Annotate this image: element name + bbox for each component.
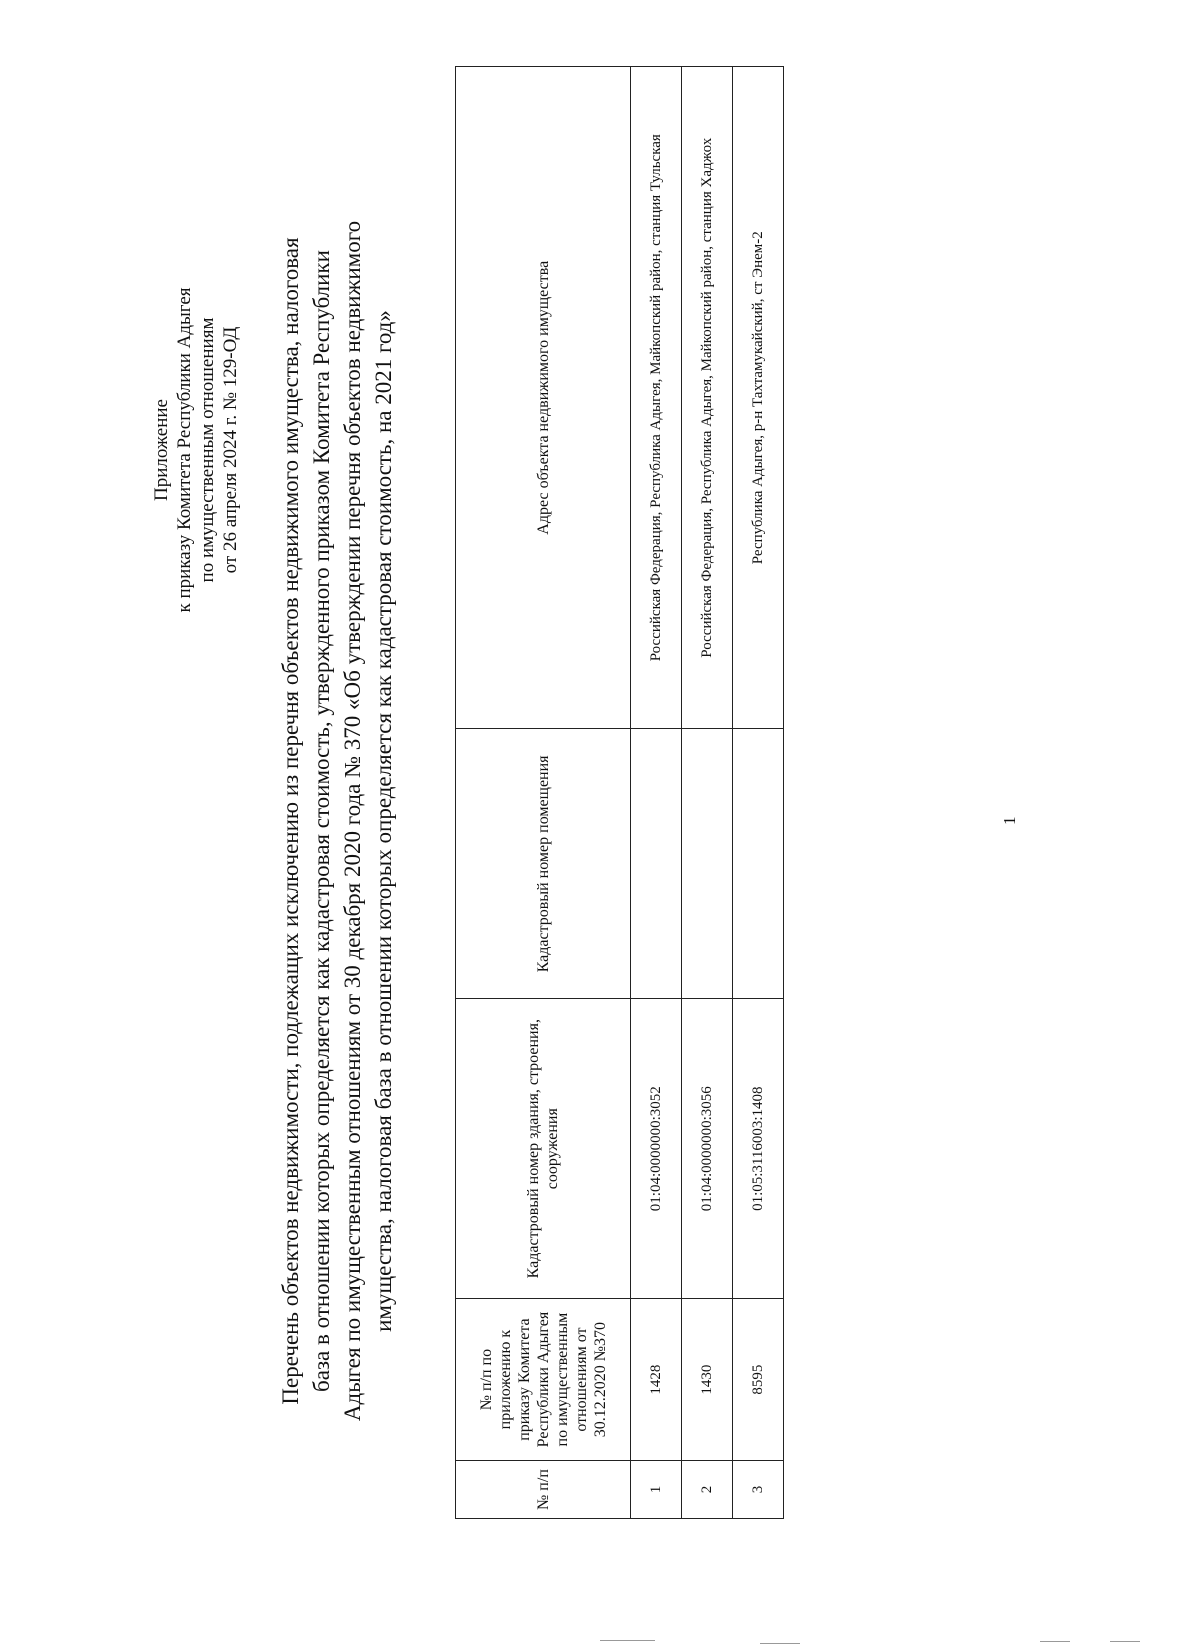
cell-row-number: 2 (682, 1461, 733, 1519)
header-row-number: № п/п (456, 1461, 631, 1519)
header-address: Адрес объекта недвижимого имущества (456, 67, 631, 729)
property-table (455, 66, 784, 1519)
cell-row-number: 3 (733, 1461, 784, 1519)
cell-address: Российская Федерация, Республика Адыгея, Майкопский район, станция Хаджох (682, 67, 733, 729)
title-line-1: Перечень объектов недвижимости, подлежащих исключению из перечня объектов недвижимого имущества, налоговая (278, 237, 303, 1405)
appendix-line-2: к приказу Комитета Республики Адыгея (174, 287, 195, 613)
cell-appendix-number: 8595 (733, 1299, 784, 1461)
cell-row-number: 1 (631, 1461, 682, 1519)
scan-speck (600, 1640, 655, 1641)
cell-building-cadastral: 01:05:3116003:1408 (733, 999, 784, 1299)
document-title (275, 206, 399, 1436)
table-row (733, 67, 784, 1519)
title-line-3: Адыгея по имущественным отношениям от 30 декабря 2020 года № 370 «Об утверждении перечня объектов недвижимого (340, 220, 365, 1422)
header-appendix-number: № п/п по приложению к приказу Комитета Республики Адыгея по имущественным отношениям от 30.12.2020 №370 (456, 1299, 631, 1461)
scan-speck (1040, 1641, 1070, 1642)
cell-building-cadastral: 01:04:0000000:3056 (682, 999, 733, 1299)
header-building-cadastral: Кадастровый номер здания, строения, сооружения (456, 999, 631, 1299)
appendix-line-1: Приложение (151, 399, 172, 501)
cell-room-cadastral (733, 729, 784, 999)
appendix-header (150, 190, 242, 710)
table-header-row (456, 67, 631, 1519)
cell-address: Республика Адыгея, р-н Тахтамукайский, ст Энем-2 (733, 67, 784, 729)
table-row (682, 67, 733, 1519)
cell-room-cadastral (631, 729, 682, 999)
cell-appendix-number: 1428 (631, 1299, 682, 1461)
header-room-cadastral: Кадастровый номер помещения (456, 729, 631, 999)
table-row (631, 67, 682, 1519)
scan-speck (760, 1643, 800, 1644)
cell-building-cadastral: 01:04:0000000:3052 (631, 999, 682, 1299)
cell-address: Российская Федерация, Республика Адыгея, Майкопский район, станция Тульская (631, 67, 682, 729)
cell-appendix-number: 1430 (682, 1299, 733, 1461)
title-line-2: база в отношении которых определяется как кадастровая стоимость, утвержденного приказом Комитета Республики (309, 250, 334, 1392)
title-line-4: имущества, налоговая база в отношении которых определяется как кадастровая стоимость, на 2021 год» (371, 310, 396, 1332)
page-number: 1 (1000, 816, 1019, 825)
cell-room-cadastral (682, 729, 733, 999)
appendix-line-3: по имущественным отношениям (197, 317, 218, 583)
appendix-line-4: от 26 апреля 2024 г. № 129-ОД (220, 326, 241, 574)
scan-speck (1110, 1641, 1140, 1642)
